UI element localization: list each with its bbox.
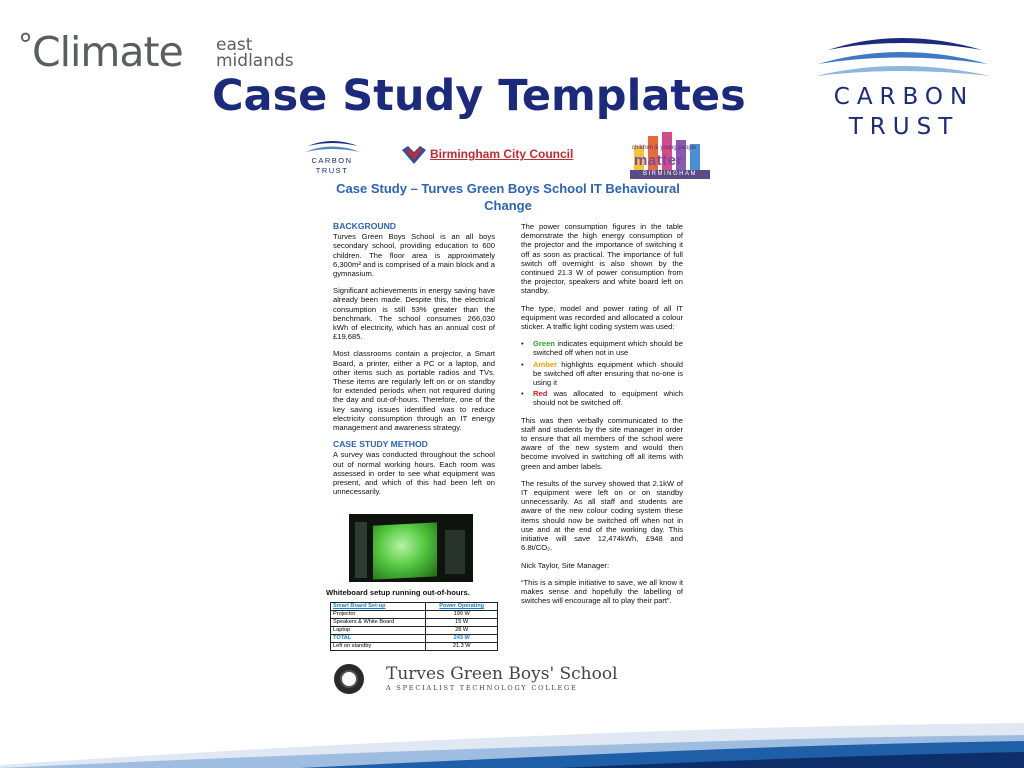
table-header-cell: Power Operating bbox=[426, 603, 498, 611]
traffic-light-green-item bbox=[521, 339, 683, 357]
carbon-trust-word-carbon: CARBON bbox=[833, 84, 975, 110]
page-title: Case Study Templates bbox=[212, 71, 746, 121]
climate-word-text: Climate bbox=[32, 28, 183, 76]
right-paragraph-5: Nick Taylor, Site Manager: bbox=[521, 560, 610, 570]
table-total-row bbox=[331, 635, 498, 643]
table-cell: 15 W bbox=[426, 619, 498, 627]
table-cell: TOTAL bbox=[331, 635, 426, 643]
table-cell: Left on standby bbox=[331, 643, 426, 651]
traffic-light-amber-item bbox=[521, 360, 683, 388]
bcc-text: Birmingham City Council bbox=[430, 147, 574, 161]
whiteboard-photo bbox=[349, 514, 473, 582]
carbon-trust-arcs-icon bbox=[808, 24, 992, 84]
document-title: Case Study – Turves Green Boys School IT Behavioural Change bbox=[336, 181, 680, 213]
table-row bbox=[331, 619, 498, 627]
background-heading: BACKGROUND bbox=[333, 221, 397, 231]
table-cell: Projector bbox=[331, 611, 426, 619]
red-label: Red bbox=[533, 389, 548, 399]
background-paragraph-3: Most classrooms contain a projector, a Smart Board, a printer, either a PC or a laptop, and other items such as portable radios and TVs. These items are regularly left on or on standby for extended periods when not required during the day and out-of-hours. Therefore, one of the key saving issues identified was to reduce electricity consumption through an IT energy management and awareness strategy. bbox=[333, 349, 495, 433]
traffic-light-red-item bbox=[521, 389, 683, 407]
table-cell: 243 W bbox=[426, 635, 498, 643]
school-crest-icon bbox=[334, 664, 364, 694]
matter-big-text: matter bbox=[634, 152, 683, 169]
green-label: Green bbox=[533, 339, 555, 349]
right-paragraph-6: “This is a simple initiative to save, we all know it makes sense and hopefully the labelling of switches will encourage all to play their part”. bbox=[521, 577, 683, 606]
document-ct-trust: TRUST bbox=[315, 166, 349, 175]
photo-caption: Whiteboard setup running out-of-hours. bbox=[326, 588, 470, 597]
method-heading: CASE STUDY METHOD bbox=[333, 439, 428, 450]
climate-sub-midlands: midlands bbox=[216, 51, 294, 71]
amber-text: highlights equipment which should be switched off after ensuring that no-one is using it bbox=[533, 359, 683, 388]
right-paragraph-1: The power consumption figures in the table demonstrate the high energy consumption of the projector and the importance of switching it off as soon as practical. The importance of full switch off overnight is also shown by the continued 21.3 W of power consumption from the projector, speakers and white board left on standby. bbox=[521, 222, 683, 296]
right-paragraph-4: The results of the survey showed that 2.1kW of IT equipment were left on or on standby unnecessarily. As all staff and students are aware of the new colour coding system these items should now be switched off when not in use and at the end of the working day. This initiative will save 12,474kWh, £948 and 6.8t/CO₂. bbox=[521, 478, 683, 553]
photo-wall-right bbox=[445, 530, 465, 574]
table-cell: Laptop bbox=[331, 627, 426, 635]
amber-label: Amber bbox=[533, 359, 558, 369]
birmingham-city-council-logo bbox=[400, 144, 596, 168]
matter-city-text: BIRMINGHAM bbox=[643, 171, 697, 177]
photo-wall-left bbox=[355, 522, 367, 578]
document-left-column bbox=[333, 222, 495, 504]
table-cell: 199 W bbox=[426, 611, 498, 619]
table-cell: Speakers & White Board bbox=[331, 619, 426, 627]
carbon-trust-word-trust: TRUST bbox=[848, 114, 960, 140]
red-text: was allocated to equipment which should not be switched off. bbox=[533, 389, 683, 408]
turves-green-school-logo bbox=[334, 662, 654, 696]
photo-glowing-whiteboard bbox=[373, 522, 437, 579]
document-ct-carbon: CARBON bbox=[311, 156, 353, 165]
table-cell: 21.3 W bbox=[426, 643, 498, 651]
table-row bbox=[331, 627, 498, 635]
matter-small-text: children & young people bbox=[632, 145, 697, 151]
climate-degree-mark: ° bbox=[18, 28, 32, 63]
climate-sub-east: east bbox=[216, 35, 253, 55]
document-carbon-trust-logo bbox=[302, 134, 362, 178]
bcc-heart-icon bbox=[400, 144, 428, 166]
case-study-document bbox=[300, 132, 718, 706]
bottom-wave-decoration bbox=[0, 705, 1024, 768]
table-header-cell: Smart Board Set-up bbox=[331, 603, 426, 611]
children-matter-birmingham-logo bbox=[630, 132, 712, 180]
power-table bbox=[330, 602, 498, 651]
table-row bbox=[331, 643, 498, 651]
table-header-row bbox=[331, 603, 498, 611]
climate-east-midlands-logo bbox=[18, 30, 318, 74]
school-name: Turves Green Boys' School bbox=[386, 664, 618, 684]
table-cell: 28 W bbox=[426, 627, 498, 635]
right-paragraph-3: This was then verbally communicated to the staff and students by the site manager in order to ensure that all members of the school were aware of the new system and would then become involved in switching off all items with green and amber labels. bbox=[521, 415, 683, 471]
carbon-trust-logo bbox=[808, 24, 992, 142]
green-text: indicates equipment which should be switched off when not in use bbox=[533, 339, 683, 358]
document-right-column bbox=[521, 222, 683, 613]
school-subtitle: A SPECIALIST TECHNOLOGY COLLEGE bbox=[386, 684, 578, 692]
climate-logo-subtitle bbox=[216, 37, 294, 69]
right-paragraph-2: The type, model and power rating of all IT equipment was recorded and allocated a colour sticker. A traffic light coding system was used: bbox=[521, 303, 683, 332]
method-paragraph-1: A survey was conducted throughout the school out of normal working hours. Each room was assessed in order to see what equipment was present, and which of this had been left on unnecessarily. bbox=[333, 450, 495, 497]
document-carbon-trust-arcs-icon bbox=[302, 134, 362, 156]
table-row bbox=[331, 611, 498, 619]
climate-logo-word bbox=[18, 30, 183, 74]
background-paragraph-1: Turves Green Boys School is an all boys secondary school, providing education to 600 children. The floor area is approximately 6,300m² and is comprised of a main block and a gymnasium. bbox=[333, 232, 495, 279]
background-paragraph-2: Significant achievements in energy saving have already been made. Despite this, the electrical consumption is still 53% greater than the benchmark. The school consumes 266,030 kWh of electricity, which has an annual cost of £19,685. bbox=[333, 286, 495, 342]
